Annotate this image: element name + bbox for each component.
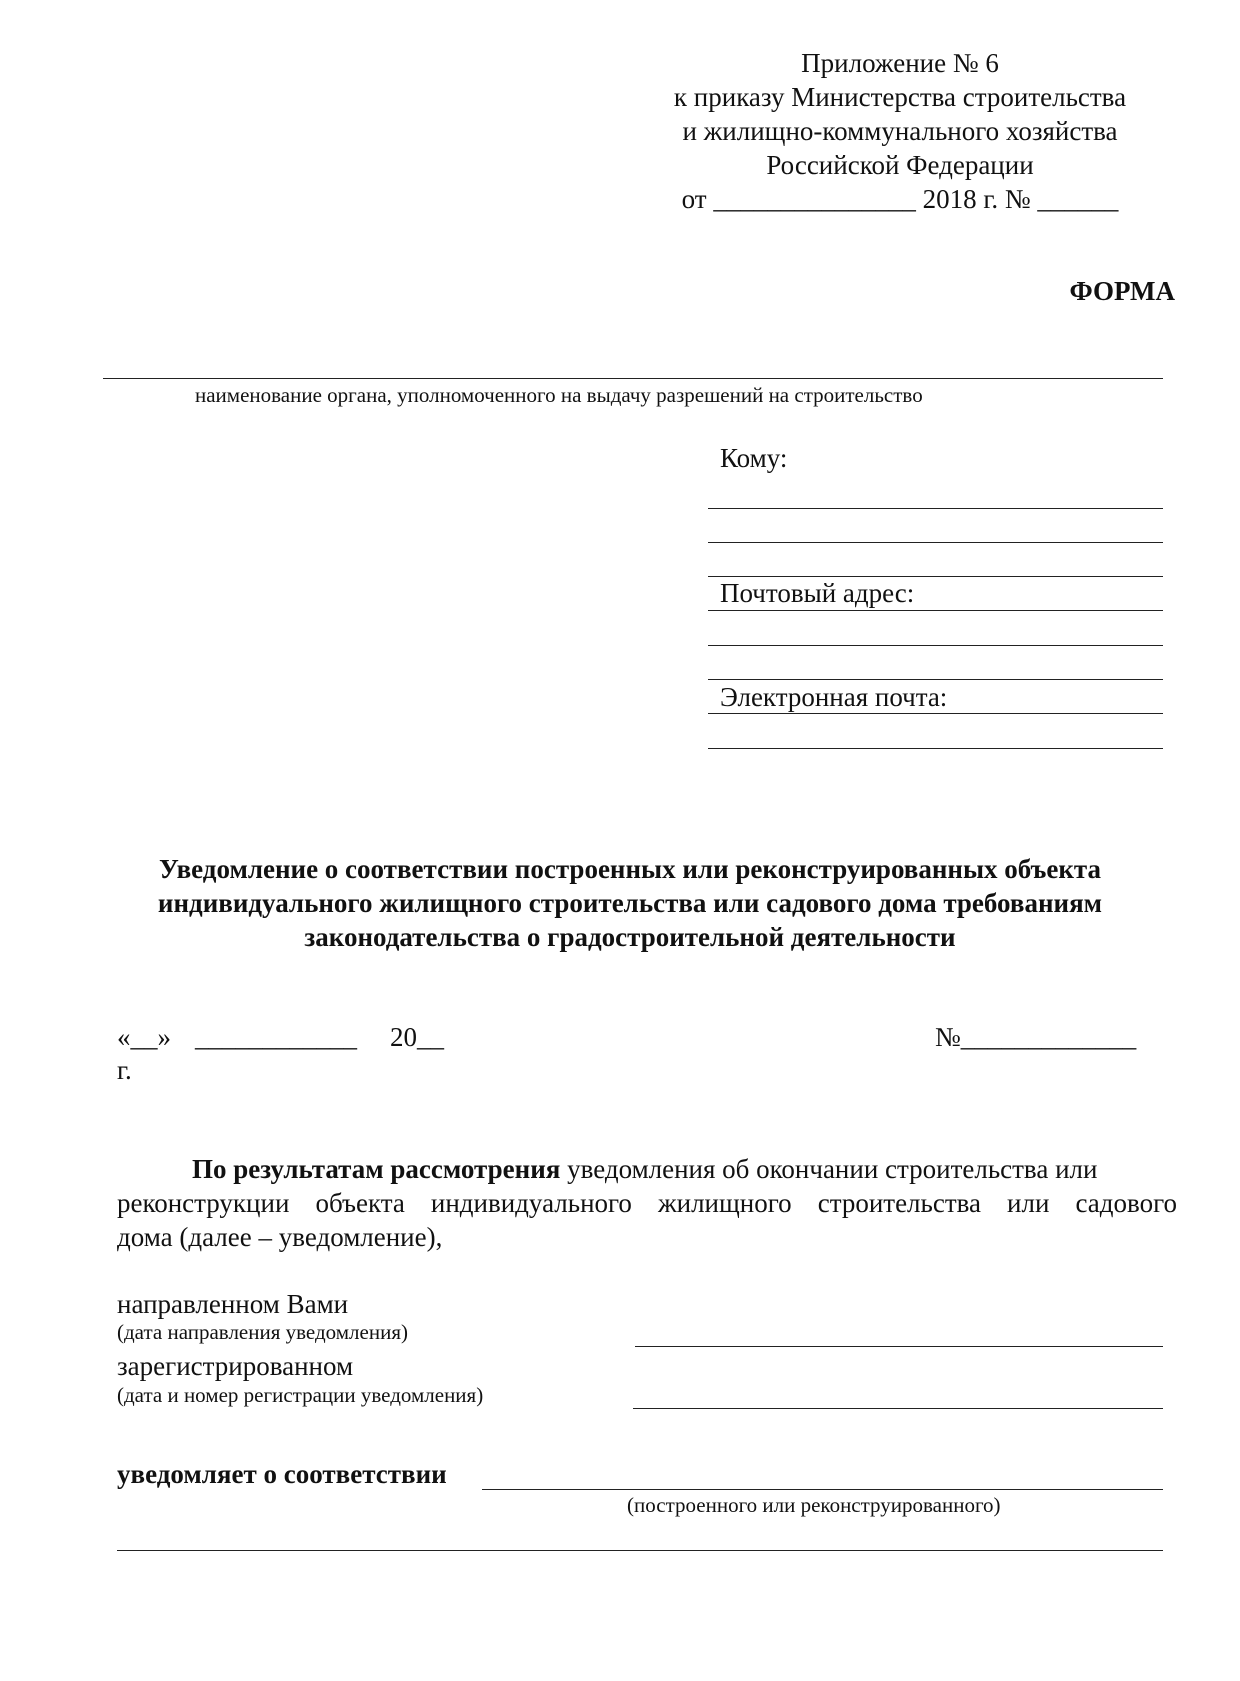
sent-label: направленном Вами <box>117 1289 349 1319</box>
date-year-suffix: г. <box>117 1055 132 1085</box>
conclusion-hint: (построенного или реконструированного) <box>627 1493 1001 1517</box>
paragraph-line-3: дома (далее – уведомление), <box>117 1222 443 1252</box>
paragraph-line-2: реконструкции объекта индивидуального жилищного строительства или садового <box>117 1188 1177 1218</box>
recipient-field-line-1[interactable] <box>708 508 1163 509</box>
postal-address-field-line-3[interactable] <box>708 679 1163 680</box>
registered-hint: (дата и номер регистрации уведомления) <box>117 1383 484 1407</box>
authority-caption: наименование органа, уполномоченного на выдачу разрешений на строительство <box>195 383 923 407</box>
postal-address-field-line-1[interactable] <box>708 610 1163 611</box>
registration-field[interactable] <box>633 1408 1163 1409</box>
email-field-line-2[interactable] <box>708 748 1163 749</box>
recipient-field-line-2[interactable] <box>708 542 1163 543</box>
registered-label: зарегистрированном <box>117 1351 354 1381</box>
email-label: Электронная почта: <box>720 682 948 712</box>
form-label: ФОРМА <box>1069 276 1175 306</box>
email-field-line-1[interactable] <box>708 713 1163 714</box>
sent-date-field[interactable] <box>635 1346 1163 1347</box>
order-line: к приказу Министерства строительства <box>673 82 1127 112</box>
conclusion-field[interactable] <box>482 1489 1163 1490</box>
paragraph-line-1 <box>117 1152 1177 1186</box>
paragraph-bold-start: По результатам рассмотрения <box>192 1154 561 1184</box>
appendix-header <box>640 46 1160 216</box>
date-day[interactable]: «__» <box>117 1022 171 1052</box>
postal-address-label: Почтовый адрес: <box>720 578 915 608</box>
review-paragraph <box>117 1152 1177 1254</box>
ministry-line: и жилищно-коммунального хозяйства <box>682 116 1118 146</box>
title-line-3: законодательства о градостроительной деятельности <box>304 922 956 952</box>
federation-line: Российской Федерации <box>766 150 1034 180</box>
to-label: Кому: <box>720 443 788 473</box>
sent-date-hint: (дата направления уведомления) <box>117 1320 408 1344</box>
appendix-number: Приложение № 6 <box>801 48 999 78</box>
order-date-line: от _______________ 2018 г. № ______ <box>681 184 1119 214</box>
notification-title <box>90 852 1170 954</box>
postal-address-field-line-2[interactable] <box>708 645 1163 646</box>
conclusion-field-line-2[interactable] <box>117 1550 1163 1551</box>
title-line-1: Уведомление о соответствии построенных или реконструированных объекта <box>158 854 1102 884</box>
date-month-blank[interactable]: ____________ <box>195 1022 357 1052</box>
date-year[interactable]: 20__ <box>390 1022 444 1052</box>
document-number[interactable]: №_____________ <box>935 1022 1137 1052</box>
conclusion-label: уведомляет о соответствии <box>117 1459 447 1489</box>
authority-name-field[interactable] <box>103 378 1163 379</box>
paragraph-line-1-rest: уведомления об окончании строительства или <box>560 1154 1098 1184</box>
recipient-field-line-3[interactable] <box>708 576 1163 577</box>
title-line-2: индивидуального жилищного строительства или садового дома требованиям <box>157 888 1103 918</box>
